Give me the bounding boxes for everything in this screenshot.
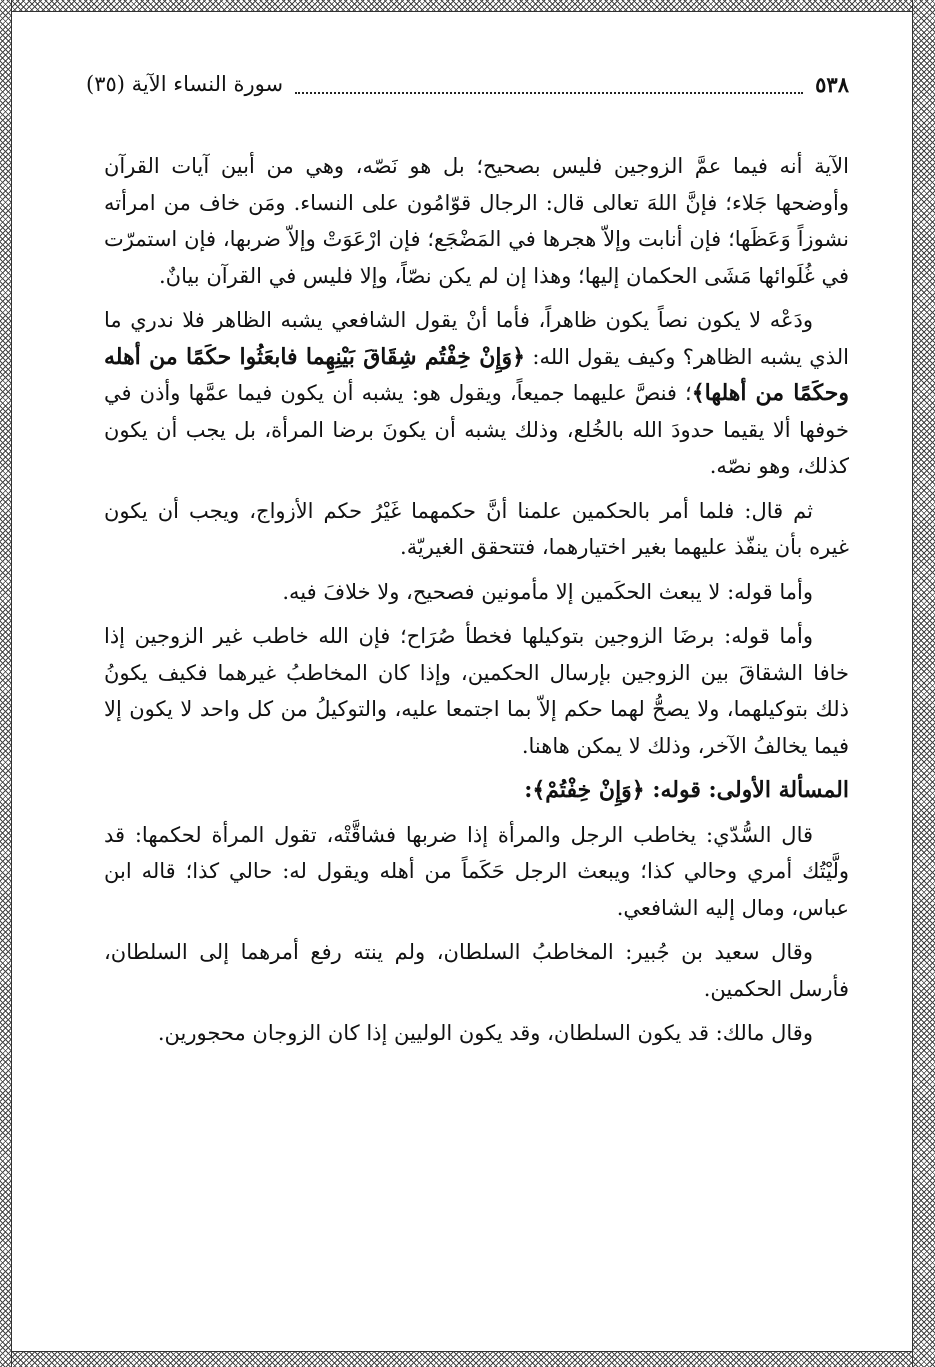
paragraph-2-text-start: ودَعْه لا يكون نصاً يكون ظاهراً، فأما أنْ يقول الشافعي يشبه الظاهر فلا ندري ما الذي يشبه الظاهر؟ وكيف يقول الله: (104, 308, 849, 369)
section-heading-colon: : (524, 777, 533, 803)
paragraph-2-text-end: ؛ فنصَّ عليهما جميعاً، ويقول هو: يشبه أن يكون فيما عمَّها وأذن في خوفها ألا يقيما حدودَ الله بالخُلع، وذلك يشبه أن يكونَ برضا المرأة، بل يجب أن يكون كذلك، وهو نصّه. (104, 381, 849, 478)
ornamental-border-right (912, 0, 935, 1367)
running-title: سورة النساء الآية (٣٥) (86, 72, 284, 96)
leader-dots (295, 80, 803, 94)
page-number: ٥٣٨ (815, 71, 849, 97)
paragraph-5: وأما قوله: برضَا الزوجين بتوكيلها فخطأ صُرَاح؛ فإن الله خاطب غير الزوجين إذا خافا الشقاقَ بين الزوجين بإرسال الحكمين، وإذا كان المخاطبُ غيرهما فكيف يكونُ ذلك بتوكيلهما، ولا يصحُّ لهما حكم إلاّ بما اجتمعا عليه، والتوكيلُ من كل واحد لا يكون إلا فيما يخالفُ الآخر، وذلك لا يمكن هاهنا. (104, 624, 849, 758)
running-head (86, 66, 849, 102)
section-heading-verse: ﴿وَإِنْ خِفْتُمْ﴾ (532, 777, 645, 803)
ornamental-border-bottom (0, 1351, 935, 1367)
paragraph-6: قال السُّدّي: يخاطب الرجل والمرأة إذا ضربها فشاقَّتْه، تقول المرأة لحكمها: قد ولَّيْتُك أمري وحالي كذا؛ ويبعث الرجل حَكَماً من أهله ويقول له: حالي كذا؛ قاله ابن عباس، ومال إليه الشافعي. (104, 822, 849, 920)
ornamental-border-top (0, 0, 935, 12)
paragraph-3: ثم قال: فلما أمر بالحكمين علمنا أنَّ حكمهما غَيْرُ حكم الأزواج، ويجب أن يكون غيره بأن ينفّذ عليهما بغير اختيارهما، فتتحقق الغيريّة. (104, 498, 849, 559)
section-heading-label: المسألة الأولى: قوله: (644, 777, 849, 803)
quran-verse: ﴿وَإِنْ خِفْتُم شِقَاقَ بَيْنِهِما فابعَثُوا حكَمًا من أهله وحكَمًا من أهلها﴾ (104, 343, 849, 406)
paragraph-2 (104, 302, 849, 485)
page-body (104, 148, 849, 1060)
paragraph-8: وقال مالك: قد يكون السلطان، وقد يكون الوليين إذا كان الزوجان محجورين. (157, 1021, 813, 1045)
paragraph-1: الآية أنه فيما عمَّ الزوجين فليس بصحيح؛ بل هو نَصّه، وهي من أبين آيات القرآن وأوضحها جَلاء؛ فإنَّ اللهَ تعالى قال: الرجال قوّامُون على النساء. ومَن خاف من امرأته نشوزاً وَعَظَها؛ فإن أنابت وإلاّ هجرها في المَضْجَع؛ فإن ارْعَوَتْ وإلاّ ضربها، فإن استمرّت في غُلَوائها مَشَى الحكمان إليها؛ وهذا إن لم يكن نصّاً، وإلا فليس في القرآن بيانٌ. (104, 154, 849, 288)
ornamental-border-left (0, 0, 12, 1367)
section-heading (104, 772, 849, 809)
paragraph-7: وقال سعيد بن جُبير: المخاطبُ السلطان، ولم ينته رفع أمرهما إلى السلطان، فأرسل الحكمين. (104, 940, 849, 1001)
paragraph-4: وأما قوله: لا يبعث الحكَمين إلا مأمونين فصحيح، ولا خلافَ فيه. (282, 579, 813, 604)
